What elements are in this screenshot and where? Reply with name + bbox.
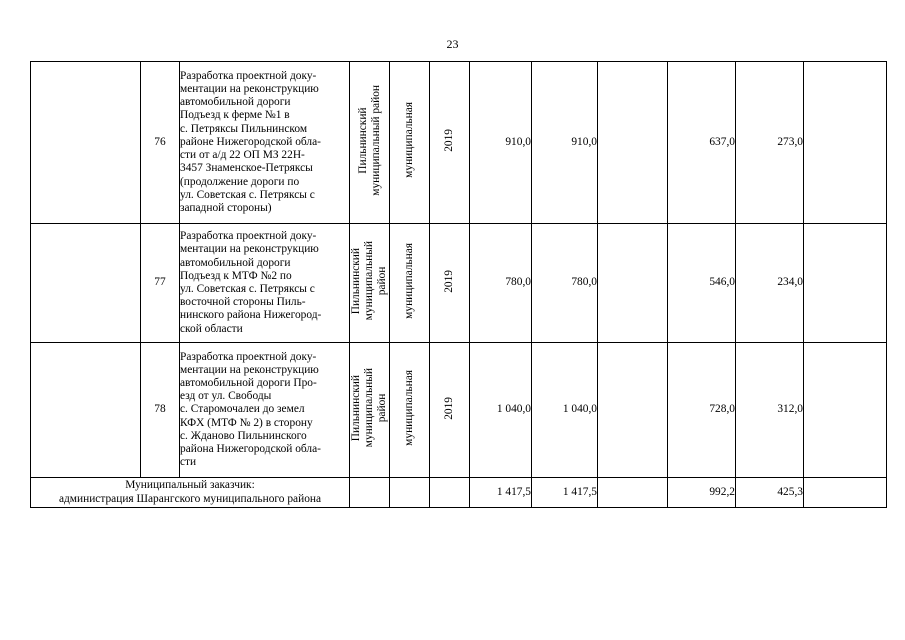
page-number: 23 [446,37,459,51]
ownership-cell [390,224,430,343]
total-value-2: 780,0 [532,224,598,343]
blank-cell [31,343,141,478]
row-index: 76 [141,62,180,224]
district-line: муниципальный [363,368,375,448]
year-text: 2019 [443,269,455,293]
description-line: ментации на реконструкцию [180,243,319,256]
empty-cell [804,62,887,224]
blank-cell [598,478,668,508]
table-row [31,343,887,478]
project-description [180,343,350,478]
blank-cell [31,224,141,343]
year-cell [430,224,470,343]
description-line: Разработка проектной доку- [180,350,317,363]
empty-cell [804,224,887,343]
district-text [350,241,389,320]
ownership-text: муниципальная [403,369,415,446]
description-line: восточной стороны Пиль- [180,296,306,309]
summary-row [31,478,887,508]
district-text [357,85,383,196]
district-line: Пильнинский [350,247,362,315]
row-index: 77 [141,224,180,343]
description-line: сти от а/д 22 ОП МЗ 22Н- [180,149,305,162]
empty-cell [598,343,668,478]
ownership-cell [390,62,430,224]
customer-label-line: Муниципальный заказчик: [125,479,255,492]
total-value: 780,0 [470,224,532,343]
total-value: 1 040,0 [470,343,532,478]
description-line: ментации на реконструкцию [180,83,319,96]
district-line: муниципальный район [369,85,382,196]
year-cell [430,343,470,478]
description-line: нинского района Нижегород- [180,309,322,322]
blank-cell [350,478,390,508]
description-line: автомобильной дороги [180,256,291,269]
empty-cell [598,62,668,224]
description-line: с. Жданово Пильнинского [180,429,307,442]
total-value-2: 910,0 [532,62,598,224]
district-line: район [376,393,388,423]
table-row [31,224,887,343]
program-table [30,61,887,508]
share-2-value: 234,0 [736,224,804,343]
total-value-2: 1 040,0 [532,343,598,478]
blank-cell [804,478,887,508]
customer-label-line: администрация Шарангского муниципального района [58,492,322,505]
district-line: Пильнинский [350,374,362,442]
district-cell [350,224,390,343]
summary-share-1: 992,2 [668,478,736,508]
summary-total: 1 417,5 [470,478,532,508]
summary-share-2: 425,3 [736,478,804,508]
year-cell [430,62,470,224]
description-line: 3457 Знаменское-Петряксы [180,162,313,175]
description-line: Разработка проектной доку- [180,230,317,243]
district-cell [350,62,390,224]
ownership-cell [390,343,430,478]
description-line: Подъезд к МТФ №2 по [180,269,292,282]
year-text: 2019 [443,396,455,420]
description-line: езд от ул. Свободы [180,390,272,403]
district-cell [350,343,390,478]
district-line: муниципальный [363,241,375,321]
table-row [31,62,887,224]
project-description [180,62,350,224]
description-line: автомобильной дороги Про- [180,376,317,389]
blank-cell [390,478,430,508]
share-1-value: 637,0 [668,62,736,224]
empty-cell [804,343,887,478]
share-2-value: 312,0 [736,343,804,478]
description-line: ул. Советская с. Петряксы с [180,188,315,201]
description-line: с. Старомочалеи до земел [180,403,305,416]
description-line: ул. Советская с. Петряксы с [180,283,315,295]
district-line: район [376,266,388,296]
district-text [350,368,389,447]
empty-cell [598,224,668,343]
blank-cell [430,478,470,508]
description-line: КФХ (МТФ № 2) в сторону [180,416,313,429]
ownership-text: муниципальная [403,242,415,319]
total-value: 910,0 [470,62,532,224]
description-line: Разработка проектной доку- [180,69,317,82]
share-1-value: 546,0 [668,224,736,343]
description-line: района Нижегородской обла- [180,443,321,455]
customer-label [31,478,350,508]
description-line: Подъезд к ферме №1 в [180,109,290,122]
summary-total-2: 1 417,5 [532,478,598,508]
description-line: ской области [180,322,243,335]
description-line: автомобильной дороги [180,96,291,109]
row-index: 78 [141,343,180,478]
description-line: западной стороны) [180,201,272,214]
description-line: с. Петряксы Пильнинском [180,122,308,135]
description-line: сти [180,456,197,469]
blank-cell [31,62,141,224]
project-description [180,224,350,343]
description-line: ментации на реконструкцию [180,363,319,376]
description-line: (продолжение дороги по [180,175,300,188]
district-line: Пильнинский [356,107,369,174]
share-1-value: 728,0 [668,343,736,478]
description-line: районе Нижегородской обла- [180,135,321,148]
year-text: 2019 [443,129,455,152]
ownership-text: муниципальная [403,102,415,179]
share-2-value: 273,0 [736,62,804,224]
